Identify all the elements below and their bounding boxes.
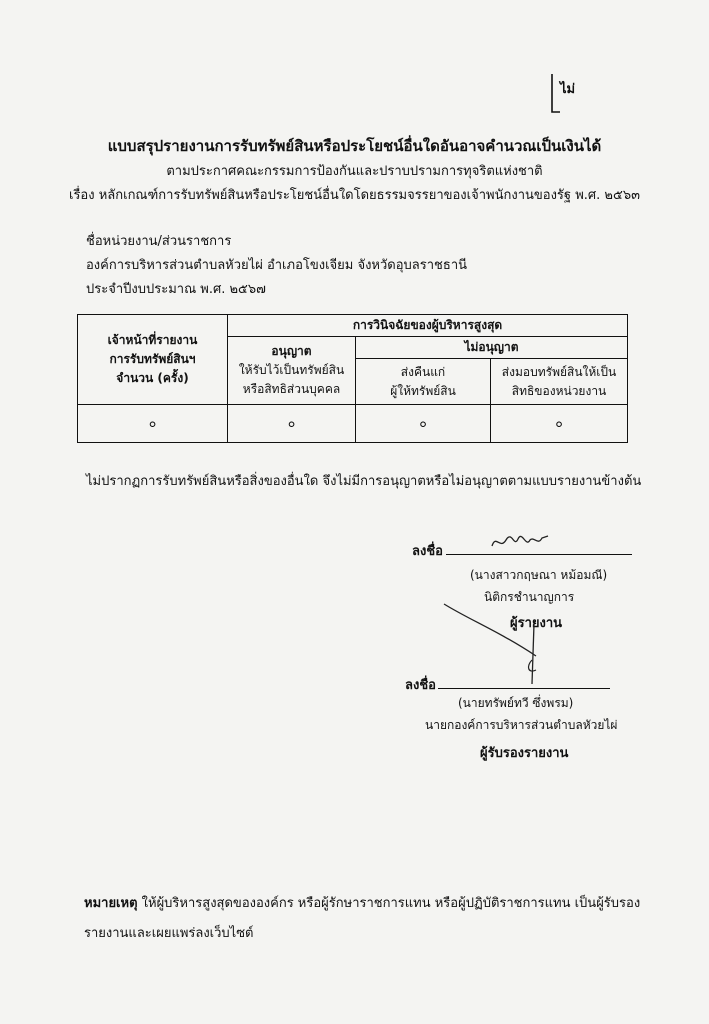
report-table — [77, 314, 628, 443]
fiscal-year: ประจำปีงบประมาณ พ.ศ. ๒๕๖๗ — [86, 282, 266, 297]
header-approve-label: อนุญาต — [271, 344, 312, 358]
header-return-to-giver — [356, 359, 491, 405]
header-hand-over-line-2: สิทธิของหน่วยงาน — [511, 383, 607, 398]
value-return: ๐ — [356, 405, 491, 443]
footnote-line-1 — [84, 892, 640, 913]
agency-label: ชื่อหน่วยงาน/ส่วนราชการ — [86, 234, 232, 249]
header-decision: การวินิจฉัยของผู้บริหารสูงสุด — [228, 315, 628, 337]
value-officer-count: ๐ — [78, 405, 228, 443]
header-officer-line-3: จำนวน (ครั้ง) — [116, 371, 189, 385]
footnote-line-2: รายงานและเผยแพร่ลงเว็บไซต์ — [84, 926, 254, 941]
no-receipt-note: ไม่ปรากฏการรับทรัพย์สินหรือสิ่งของอื่นใด จึงไม่มีการอนุญาตหรือไม่อนุญาตตามแบบรายงานข้างต้น — [86, 474, 642, 489]
approver-sign-label: ลงชื่อ — [405, 678, 436, 693]
header-officer-line-1: เจ้าหน้าที่รายงาน — [107, 333, 198, 347]
approver-signature-icon — [440, 600, 550, 690]
approver-name: (นายทรัพย์ทวี ซึ่งพรม) — [458, 696, 574, 710]
document-subject: เรื่อง หลักเกณฑ์การรับทรัพย์สินหรือประโยชน์อื่นใดโดยธรรมจรรยาของเจ้าพนักงานของรัฐ พ.ศ. ๒๕๖๓ — [69, 188, 640, 203]
agency-name: องค์การบริหารส่วนตำบลหัวยไผ่ อำเภอโขงเจียม จังหวัดอุบลราชธานี — [86, 258, 467, 273]
approver-sign-line — [438, 688, 610, 689]
header-hand-over-line-1: ส่งมอบทรัพย์สินให้เป็น — [501, 364, 617, 379]
document-subtitle: ตามประกาศคณะกรรมการป้องกันและปราบปรามการทุจริตแห่งชาติ — [166, 164, 543, 179]
document-title: แบบสรุปรายงานการรับทรัพย์สินหรือประโยชน์อื่นใดอันอาจคำนวณเป็นเงินได้ — [107, 137, 602, 155]
footnote-label: หมายเหตุ — [84, 896, 138, 911]
header-approve-desc-1: ให้รับไว้เป็นทรัพย์สิน — [238, 363, 345, 377]
reporter-role: ผู้รายงาน — [510, 616, 563, 631]
corner-mark-text: ไม่ — [560, 82, 576, 97]
value-approve: ๐ — [228, 405, 356, 443]
reporter-position: นิติกรชำนาญการ — [484, 590, 575, 604]
header-return-line-1: ส่งคืนแก่ — [400, 364, 446, 379]
reporter-signature-icon — [488, 530, 552, 554]
header-approve-desc-2: หรือสิทธิส่วนบุคคล — [242, 382, 341, 396]
header-not-approve: ไม่อนุญาต — [356, 337, 628, 359]
approver-role: ผู้รับรองรายงาน — [480, 746, 569, 761]
reporter-sign-line — [446, 554, 632, 555]
header-hand-over — [491, 359, 628, 405]
reporter-name: (นางสาวกฤษณา หม้อมณี) — [470, 568, 608, 582]
header-officer-count — [78, 315, 228, 405]
reporter-sign-label: ลงชื่อ — [412, 544, 443, 559]
value-hand-over: ๐ — [491, 405, 628, 443]
table-row — [78, 405, 628, 443]
header-return-line-2: ผู้ให้ทรัพย์สิน — [390, 383, 456, 398]
footnote-text-1: ให้ผู้บริหารสูงสุดขององค์กร หรือผู้รักษาราชการแทน หรือผู้ปฏิบัติราชการแทน เป็นผู้รับรอง — [137, 896, 641, 911]
header-approve — [228, 337, 356, 405]
header-officer-line-2: การรับทรัพย์สินฯ — [109, 352, 196, 366]
approver-position: นายกองค์การบริหารส่วนตำบลหัวยไผ่ — [425, 718, 618, 732]
